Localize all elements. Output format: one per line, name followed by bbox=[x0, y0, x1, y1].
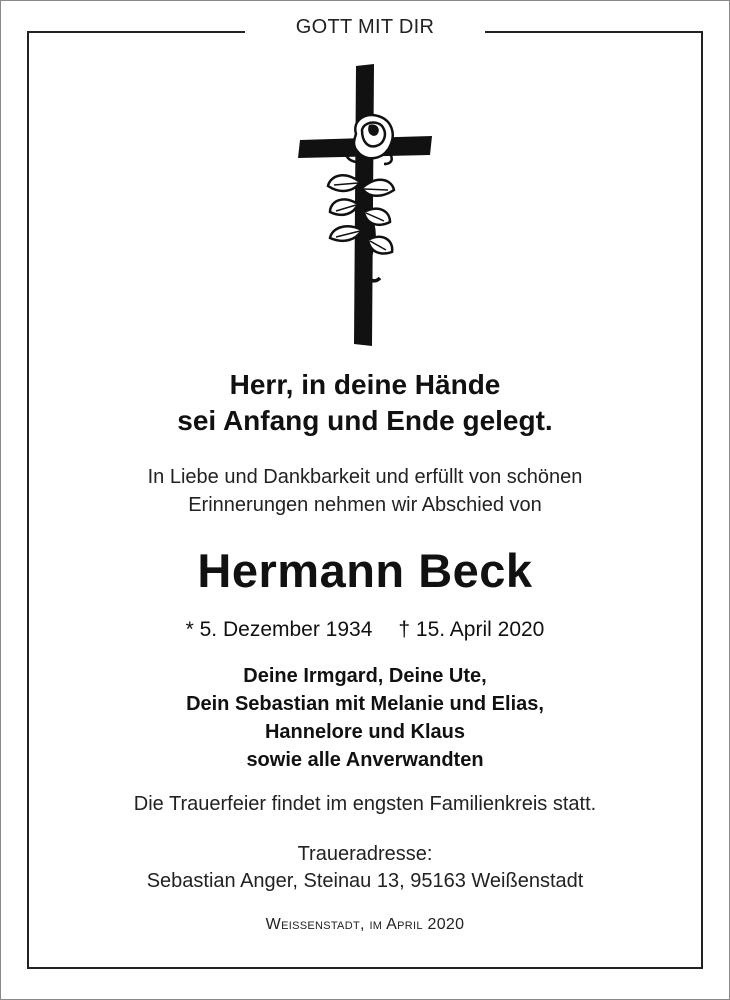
header-label: GOTT MIT DIR bbox=[245, 12, 485, 46]
mourner-line-1: Deine Irmgard, Deine Ute, bbox=[243, 665, 487, 687]
cross-with-rose-graphic bbox=[296, 64, 436, 346]
intro-line-1: In Liebe und Dankbarkeit und erfüllt von schönen bbox=[147, 466, 583, 488]
place-date: Weissenstadt, im April 2020 bbox=[265, 916, 465, 933]
mourner-line-2: Dein Sebastian mit Melanie und Elias, bbox=[186, 693, 544, 715]
mourner-line-4: sowie alle Anverwandten bbox=[246, 749, 484, 771]
intro-line-2: Erinnerungen nehmen wir Abschied von bbox=[188, 494, 542, 516]
funeral-note: Die Trauerfeier findet im engsten Familienkreis statt. bbox=[133, 793, 597, 815]
verse-line-1: Herr, in deine Hände bbox=[229, 369, 501, 400]
address-value: Sebastian Anger, Steinau 13, 95163 Weißenstadt bbox=[146, 870, 584, 892]
death-date: † 15. April 2020 bbox=[398, 618, 545, 641]
deceased-name: Hermann Beck bbox=[197, 544, 533, 597]
mourner-line-3: Hannelore und Klaus bbox=[264, 721, 466, 743]
birth-date: * 5. Dezember 1934 bbox=[185, 618, 373, 641]
verse-line-2: sei Anfang und Ende gelegt. bbox=[177, 405, 553, 436]
cross-with-rose-icon bbox=[296, 64, 436, 346]
life-dates bbox=[40, 616, 690, 644]
address-label: Traueradresse: bbox=[297, 843, 433, 865]
